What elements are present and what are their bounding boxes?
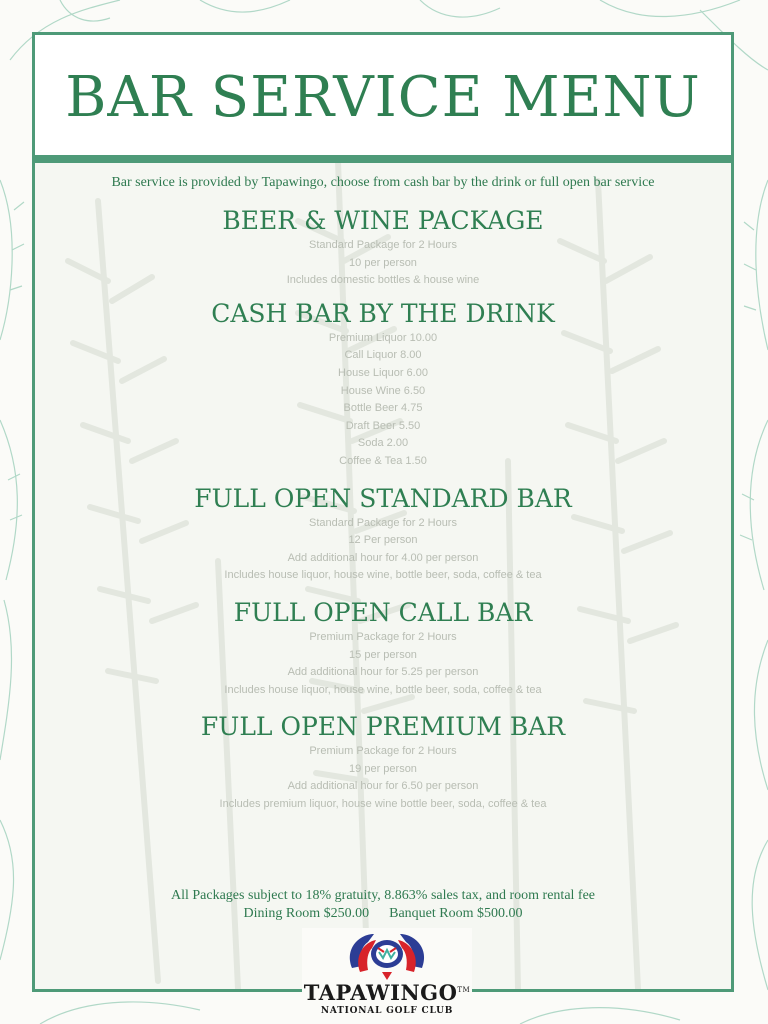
menu-line: Premium Package for 2 Hours	[309, 630, 457, 643]
menu-line: Standard Package for 2 Hours	[309, 239, 457, 251]
menu-line: Call Liquor 8.00	[344, 349, 422, 362]
menu-line: 10 per person	[349, 256, 417, 269]
menu-line: Bottle Beer 4.75	[343, 402, 423, 415]
logo-wordmark: TAPAWINGO™	[303, 980, 471, 1005]
section-heading: BEER & WINE PACKAGE	[222, 206, 544, 235]
section-cash-bar	[35, 298, 731, 471]
menu-line: Add additional hour for 4.00 per person	[287, 551, 479, 564]
section-full-open-premium-bar	[35, 711, 731, 813]
menu-line: Includes domestic bottles & house wine	[286, 274, 480, 287]
menu-line: Premium Liquor 10.00	[328, 331, 438, 344]
menu-line: 15 per person	[349, 648, 417, 661]
menu-content	[35, 175, 731, 822]
intro-text: Bar service is provided by Tapawingo, choose from cash bar by the drink or full open bar service	[111, 175, 655, 190]
section-heading: CASH BAR BY THE DRINK	[211, 298, 555, 328]
menu-line: 19 per person	[349, 762, 417, 775]
tapawingo-logo	[302, 928, 472, 1024]
menu-line: Add additional hour for 5.25 per person	[287, 666, 479, 679]
page-title: BAR SERVICE MENU	[65, 64, 701, 130]
menu-line: Standard Package for 2 Hours	[309, 516, 457, 529]
menu-line: Includes house liquor, house wine, bottle beer, soda, coffee & tea	[224, 683, 542, 696]
bird-emblem-icon	[302, 928, 472, 984]
menu-line: Premium Package for 2 Hours	[309, 745, 457, 758]
logo-subtitle: NATIONAL GOLF CLUB	[320, 1006, 454, 1016]
section-heading: FULL OPEN STANDARD BAR	[194, 483, 572, 513]
menu-line: Includes house liquor, house wine, bottle beer, soda, coffee & tea	[224, 569, 542, 582]
menu-line: 12 Per person	[348, 534, 418, 547]
section-full-open-standard-bar	[35, 483, 731, 585]
menu-line: Coffee & Tea 1.50	[339, 454, 427, 467]
title-banner	[35, 35, 731, 163]
menu-line: House Wine 6.50	[340, 384, 426, 397]
banquet-room-fee: Banquet Room $500.00	[389, 906, 523, 921]
section-heading: FULL OPEN PREMIUM BAR	[200, 712, 566, 742]
dining-room-fee: Dining Room $250.00	[243, 906, 370, 921]
menu-line: House Liquor 6.00	[338, 366, 428, 379]
room-fees	[35, 905, 731, 923]
menu-line: Draft Beer 5.50	[345, 419, 421, 432]
gratuity-note: All Packages subject to 18% gratuity, 8.863% sales tax, and room rental fee	[170, 888, 596, 903]
footer-notes	[35, 887, 731, 923]
menu-line: Soda 2.00	[357, 437, 409, 450]
menu-line: Includes premium liquor, house wine bottle beer, soda, coffee & tea	[219, 798, 547, 811]
menu-frame	[32, 32, 734, 992]
menu-line: Add additional hour for 6.50 per person	[287, 780, 479, 793]
section-full-open-call-bar	[35, 597, 731, 699]
section-heading: FULL OPEN CALL BAR	[233, 597, 533, 627]
section-beer-wine-package	[35, 205, 731, 290]
